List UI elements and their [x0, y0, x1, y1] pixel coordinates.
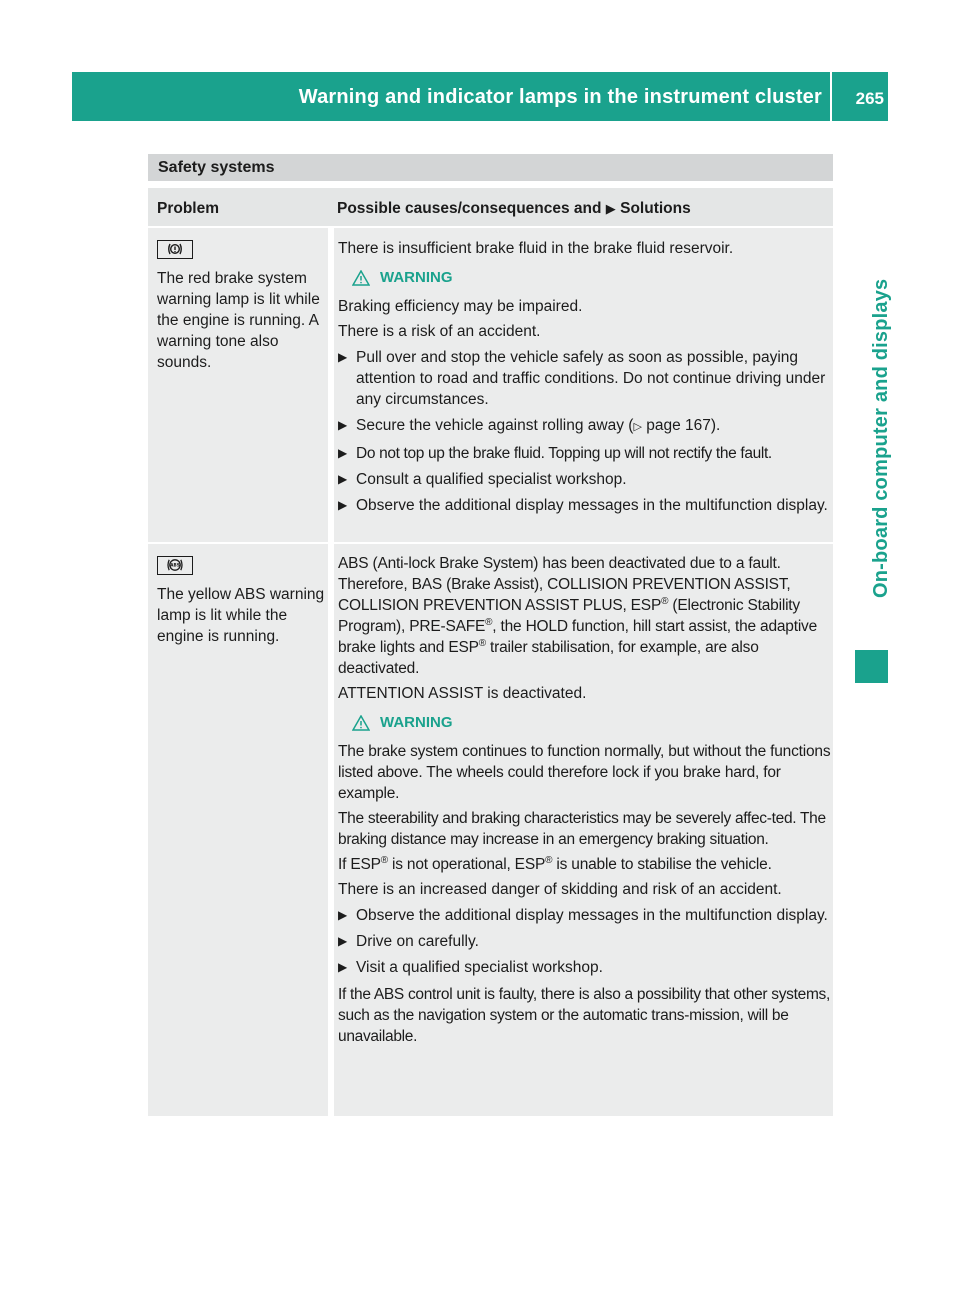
- section-title: Safety systems: [148, 154, 833, 181]
- warning-triangle-icon: [352, 270, 370, 286]
- action-arrow-icon: ▶: [605, 201, 616, 216]
- column-header-problem: Problem: [157, 200, 220, 217]
- svg-text:ABS: ABS: [170, 562, 180, 568]
- problem-cell: [148, 228, 334, 542]
- cause-text: ATTENTION ASSIST is deactivated.: [338, 685, 587, 702]
- problem-text: The yellow ABS warning lamp is lit while the engine is running.: [157, 586, 325, 645]
- action-arrow-icon: ▶: [338, 960, 348, 974]
- header-divider: [830, 72, 832, 121]
- problem-cell: [148, 544, 334, 1116]
- action-arrow-icon: ▶: [338, 418, 348, 432]
- cause-text: ABS (Anti-lock Brake System) has been deactivated due to a fault. Therefore, BAS (Brake Assist), COLLISION PREVENTION ASSIST, COLLISION PREVENTION ASSIST PLUS, ESP® (Electronic Stability Program), PRE-SAFE®, the HOLD function, hill start assist, the adaptive brake lights and ESP® trailer stabilisation, for example, are also deactivated.: [338, 555, 818, 677]
- action-step: ▶ Do not top up the brake fluid. Topping up will not rectify the fault.: [338, 445, 772, 462]
- action-arrow-icon: ▶: [338, 350, 348, 364]
- action-arrow-icon: ▶: [338, 908, 348, 922]
- solution-cell: [334, 228, 833, 542]
- page-number: 265: [855, 89, 884, 108]
- warning-triangle-icon: [352, 715, 370, 731]
- warning-text: The steerability and braking characteristics may be severely affec-ted. The braking distance may increase in an emergency braking situation.: [338, 810, 826, 848]
- action-step: ▶ Drive on carefully.: [338, 933, 479, 950]
- table-row: [148, 228, 833, 542]
- page-title: Warning and indicator lamps in the instrument cluster: [298, 86, 822, 108]
- action-arrow-icon: ▶: [338, 498, 348, 512]
- problem-text: The red brake system warning lamp is lit while the engine is running. A warning tone also sounds.: [157, 270, 320, 371]
- action-step: ▶ Consult a qualified specialist workshop.: [338, 471, 627, 488]
- action-step: ▶ Pull over and stop the vehicle safely as soon as possible, paying attention to road and traffic conditions. Do not continue driving under any circumstances.: [338, 349, 826, 408]
- safety-systems-table: [148, 154, 833, 1116]
- page-ref-icon: ▷: [633, 421, 642, 433]
- solution-cell: [334, 544, 833, 1116]
- table-header: [148, 188, 833, 226]
- closing-note: If the ABS control unit is faulty, there is also a possibility that other systems, such as the navigation system or the automatic trans-mission, will be unavailable.: [338, 986, 831, 1045]
- warning-text: The brake system continues to function normally, but without the functions listed above. The wheels could therefore lock if you brake hard, for example.: [338, 743, 831, 802]
- chapter-tab-marker: [855, 650, 888, 683]
- brake-warning-icon: [157, 240, 193, 259]
- warning-text: Braking efficiency may be impaired.: [338, 298, 583, 315]
- action-arrow-icon: ▶: [338, 472, 348, 486]
- action-step: ▶ Secure the vehicle against rolling away (▷ page 167).: [338, 415, 831, 438]
- warning-heading: WARNING: [352, 714, 831, 731]
- page-reference-link[interactable]: page 167).: [646, 417, 721, 434]
- warning-text: There is an increased danger of skidding and risk of an accident.: [338, 881, 782, 898]
- header-bar: [72, 72, 888, 121]
- warning-heading: WARNING: [352, 269, 831, 286]
- action-step: ▶ Observe the additional display messages in the multifunction display.: [338, 907, 828, 924]
- action-arrow-icon: ▶: [338, 934, 348, 948]
- action-step: ▶ Observe the additional display messages in the multifunction display.: [338, 497, 828, 514]
- warning-text: There is a risk of an accident.: [338, 323, 541, 340]
- action-arrow-icon: ▶: [338, 446, 348, 460]
- table-row: [148, 544, 833, 1116]
- column-header-solutions: Possible causes/consequences and ▶ Solutions: [337, 200, 691, 217]
- abs-warning-icon: [157, 556, 193, 575]
- chapter-tab-label: On-board computer and displays: [870, 278, 892, 598]
- action-step: ▶ Visit a qualified specialist workshop.: [338, 959, 603, 976]
- warning-text: If ESP® is not operational, ESP® is unable to stabilise the vehicle.: [338, 854, 772, 873]
- cause-text: There is insufficient brake fluid in the brake fluid reservoir.: [338, 240, 734, 257]
